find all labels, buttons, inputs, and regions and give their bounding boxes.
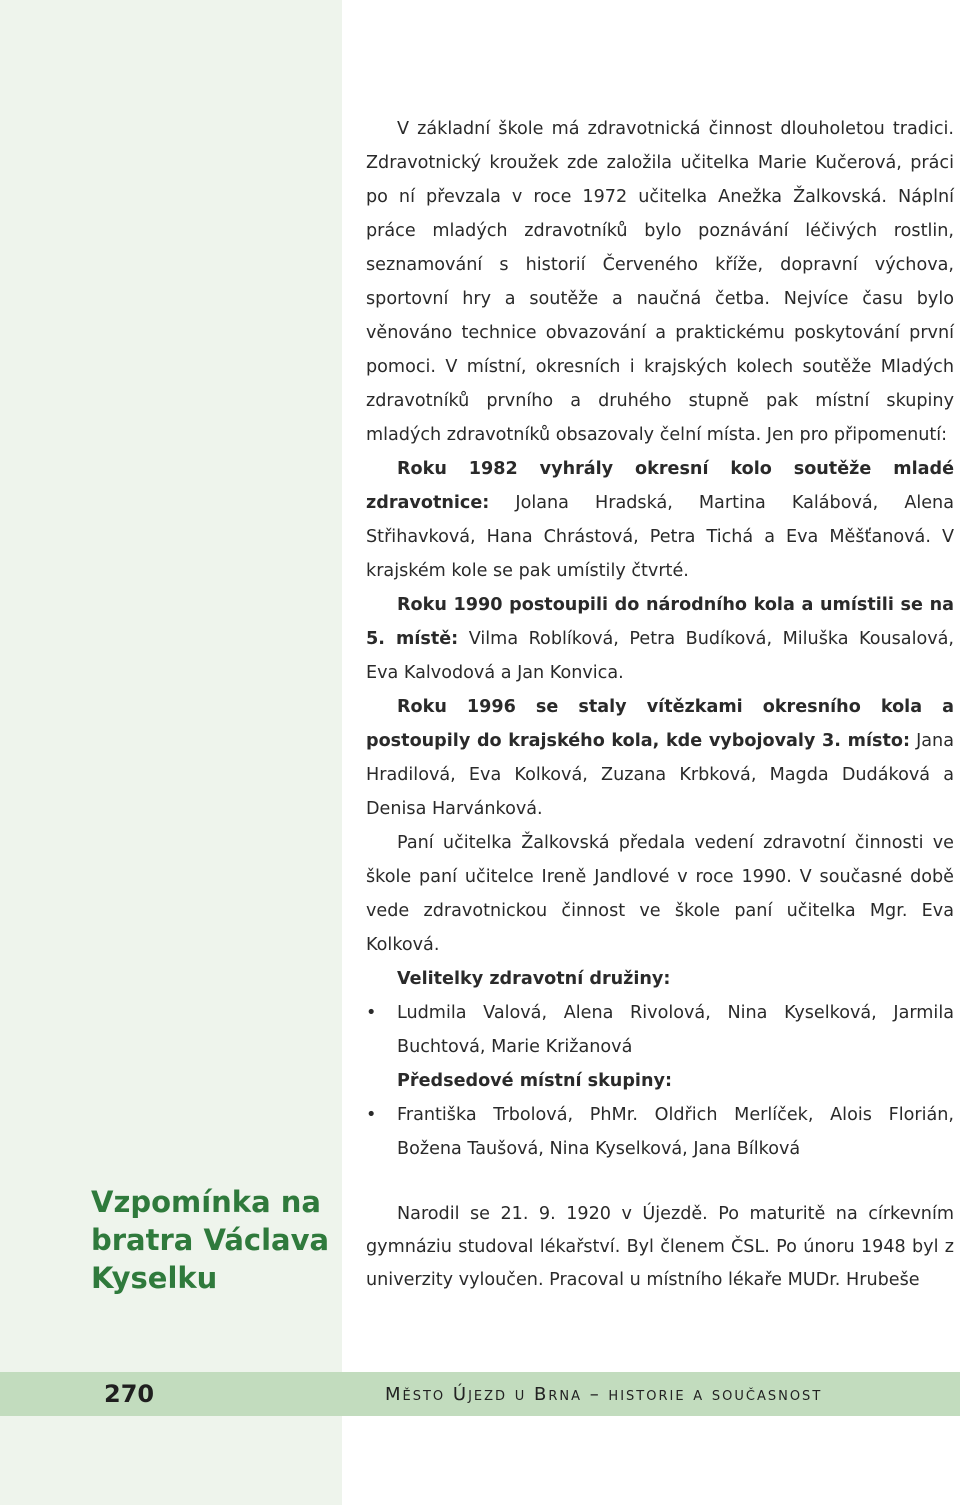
bio-section-text — [366, 1198, 954, 1297]
page-number: 270 — [104, 1380, 155, 1408]
paragraph-1990-text: Vilma Roblíková, Petra Budíková, Miluška Kousalová, Eva Kalvodová a Jan Konvica. — [366, 629, 955, 683]
paragraph-1996-lead: Roku 1996 se staly vítězkami okresního kola a postoupily do krajského kola, kde vybojovaly 3. místo: — [366, 697, 954, 751]
paragraph-1982 — [366, 452, 954, 588]
paragraph-1982-lead: Roku 1982 vyhrály okresní kolo soutěže mladé zdravotnice: — [366, 459, 954, 513]
bullet-icon: • — [366, 1105, 377, 1125]
chairs-list-text: Františka Trbolová, PhMr. Oldřich Merlíček, Alois Florián, Božena Taušová, Nina Kyselková, Jana Bílková — [397, 1105, 954, 1159]
paragraph-1996-text: Jana Hradilová, Eva Kolková, Zuzana Krbková, Magda Dudáková a Denisa Harvánková. — [366, 731, 954, 819]
leaders-list-text: Ludmila Valová, Alena Rivolová, Nina Kyselková, Jarmila Buchtová, Marie Križanová — [397, 1003, 954, 1057]
leaders-heading-text: Velitelky zdravotní družiny: — [397, 969, 671, 989]
bio-section-title: Vzpomínka na bratra Václava Kyselku — [91, 1185, 330, 1295]
intro-paragraph: V základní škole má zdravotnická činnost dlouholetou tradici. Zdravotnický kroužek zde založila učitelka Marie Kučerová, práci po ní převzala v roce 1972 učitelka Anežka Žalkovská. Náplní práce mladých zdravotníků bylo poznávání léčivých rostlin, seznamování s historií Červeného kříže, dopravní výchova, sportovní hry a soutěže a naučná četba. Nejvíce času bylo věnováno technice obvazování a praktickému poskytování první pomoci. V místní, okresních i krajských kolech soutěže Mladých zdravotníků prvního a druhého stupně pak místní skupiny mladých zdravotníků obsazovaly čelní místa. Jen pro připomenutí: — [366, 119, 954, 445]
chairs-list-item — [366, 1098, 954, 1166]
chairs-heading — [366, 1064, 954, 1098]
paragraph-1990-lead: Roku 1990 postoupili do národního kola a umístili se na 5. místě: — [366, 595, 954, 649]
paragraph-1996 — [366, 690, 954, 826]
paragraph-1990 — [366, 588, 954, 690]
bio-paragraph: Narodil se 21. 9. 1920 v Újezdě. Po maturitě na církevním gymnáziu studoval lékařství. Byl členem ČSL. Po únoru 1948 byl z univerzity vyloučen. Pracoval u místního lékaře MUDr. Hrubeše — [366, 1204, 954, 1290]
running-title: Město Újezd u Brna – historie a současnost — [385, 1384, 823, 1405]
main-text-column — [366, 112, 954, 1166]
paragraph-1982-text: Jolana Hradská, Martina Kalábová, Alena Střihavková, Hana Chrástová, Petra Tichá a Eva Měšťanová. V krajském kole se pak umístily čtvrté. — [366, 493, 954, 581]
leaders-heading — [366, 962, 954, 996]
bullet-icon: • — [366, 1003, 377, 1023]
chairs-heading-text: Předsedové místní skupiny: — [397, 1071, 672, 1091]
handover-paragraph: Paní učitelka Žalkovská předala vedení zdravotní činnosti ve škole paní učitelce Ireně Jandlové v roce 1990. V současné době vede zdravotnickou činnost ve škole paní učitelka Mgr. Eva Kolková. — [366, 833, 954, 955]
leaders-list-item — [366, 996, 954, 1064]
